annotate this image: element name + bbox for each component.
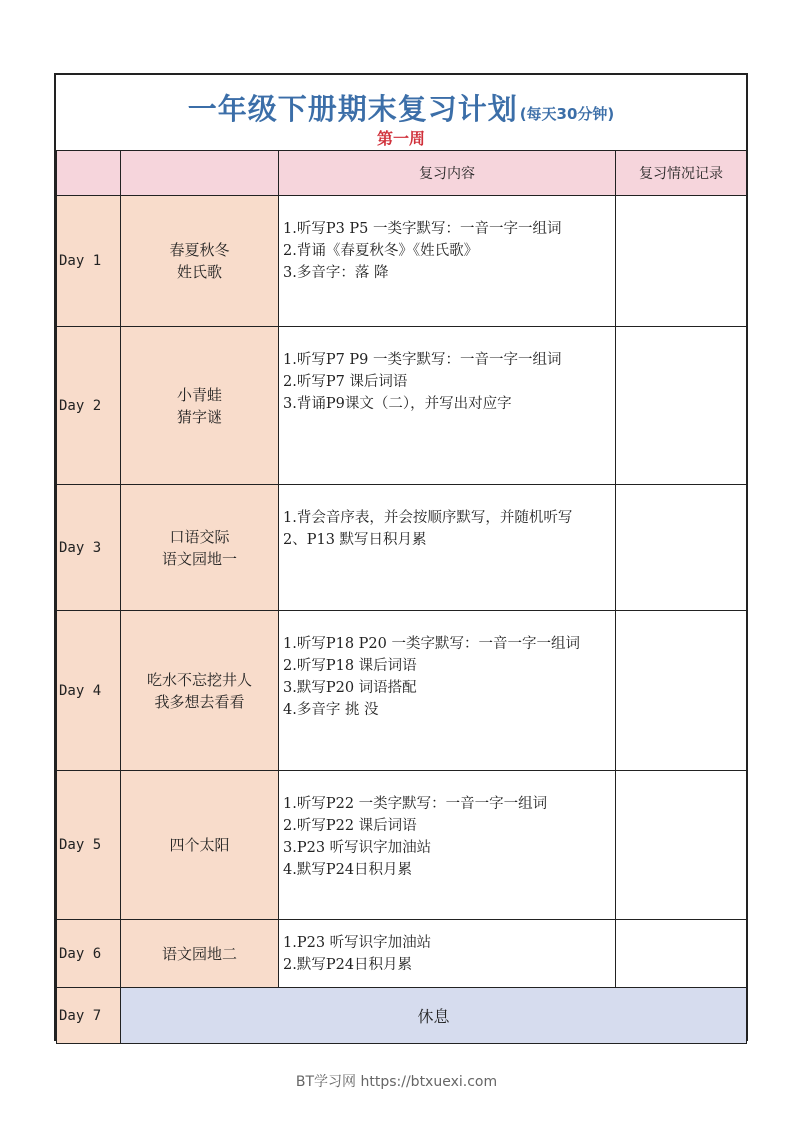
lesson-name: 春夏秋冬 — [169, 241, 230, 259]
record-cell[interactable] — [616, 196, 747, 327]
title-band — [56, 75, 746, 151]
lesson-name: 猜字谜 — [176, 407, 222, 426]
lesson-name: 口语交际 — [169, 527, 230, 546]
content-cell — [279, 485, 616, 611]
table-row-day-6 — [57, 920, 747, 988]
content-item: 1.听写P18 P20 一类字默写：一音一字一组词 — [283, 636, 580, 652]
day-label: Day 6 — [57, 920, 121, 988]
title-main: 一年级下册期末复习计划 — [187, 92, 518, 126]
record-cell[interactable] — [616, 485, 747, 611]
content-item: 2.听写P7 课后词语 — [283, 374, 408, 390]
day-label: Day 1 — [57, 196, 121, 327]
content-item: 2.背诵《春夏秋冬》《姓氏歌》 — [283, 243, 479, 259]
rest-cell: 休息 — [121, 988, 747, 1044]
content-item: 4.多音字 挑 没 — [283, 702, 379, 718]
day-label: Day 7 — [57, 988, 121, 1044]
lesson-name: 我多想去看看 — [154, 692, 245, 711]
lesson-cell — [121, 196, 279, 327]
record-cell[interactable] — [616, 611, 747, 771]
lesson-name: 语文园地二 — [161, 944, 237, 963]
content-cell — [279, 196, 616, 327]
lesson-name: 四个太阳 — [169, 836, 230, 854]
review-table — [56, 150, 747, 1044]
header-day — [57, 151, 121, 196]
week-label: 第一周 — [376, 129, 425, 148]
record-cell[interactable] — [616, 327, 747, 485]
table-row-day-2 — [57, 327, 747, 485]
content-item: 2.默写P24日积月累 — [283, 957, 413, 973]
table-row-day-1 — [57, 196, 747, 327]
content-item: 2.听写P22 课后词语 — [283, 818, 417, 834]
table-row-day-3 — [57, 485, 747, 611]
header-lesson — [121, 151, 279, 196]
lesson-name: 姓氏歌 — [176, 263, 222, 281]
content-cell — [279, 771, 616, 920]
header-content: 复习内容 — [279, 151, 616, 196]
content-item: 3.P23 听写识字加油站 — [283, 840, 432, 856]
lesson-cell — [121, 611, 279, 771]
title-subtitle: (每天30分钟) — [519, 105, 615, 123]
lesson-cell — [121, 920, 279, 988]
day-label: Day 4 — [57, 611, 121, 771]
content-item: 1.听写P3 P5 一类字默写：一音一字一组词 — [283, 221, 562, 237]
content-item: 3.默写P20 词语搭配 — [283, 680, 417, 696]
content-item: 2、P13 默写日积月累 — [283, 532, 427, 548]
content-cell — [279, 327, 616, 485]
content-cell — [279, 920, 616, 988]
content-item: 1.听写P22 一类字默写：一音一字一组词 — [283, 796, 548, 812]
content-item: 1.听写P7 P9 一类字默写：一音一字一组词 — [283, 352, 562, 368]
day-label: Day 3 — [57, 485, 121, 611]
lesson-name: 吃水不忘挖井人 — [146, 670, 252, 689]
table-row-day-4 — [57, 611, 747, 771]
content-item: 4.默写P24日积月累 — [283, 862, 413, 878]
footer-watermark[interactable]: BT学习网 https://btxuexi.com — [295, 1074, 498, 1090]
content-item: 1.P23 听写识字加油站 — [283, 935, 432, 951]
record-cell[interactable] — [616, 920, 747, 988]
lesson-cell — [121, 327, 279, 485]
day-label: Day 5 — [57, 771, 121, 920]
content-item: 2.听写P18 课后词语 — [283, 658, 417, 674]
review-plan-sheet — [54, 73, 748, 1041]
lesson-name: 小青蛙 — [176, 385, 222, 404]
lesson-cell — [121, 485, 279, 611]
table-row-day-7 — [57, 988, 747, 1044]
content-cell — [279, 611, 616, 771]
content-item: 3.多音字：落 降 — [283, 265, 389, 281]
page-title — [56, 87, 746, 128]
content-item: 3.背诵P9课文（二），并写出对应字 — [283, 396, 512, 412]
lesson-name: 语文园地一 — [161, 549, 237, 568]
table-header-row — [57, 151, 747, 196]
lesson-cell — [121, 771, 279, 920]
record-cell[interactable] — [616, 771, 747, 920]
table-row-day-5 — [57, 771, 747, 920]
header-record: 复习情况记录 — [616, 151, 747, 196]
content-item: 1.背会音序表，并会按顺序默写，并随机听写 — [283, 510, 573, 526]
day-label: Day 2 — [57, 327, 121, 485]
